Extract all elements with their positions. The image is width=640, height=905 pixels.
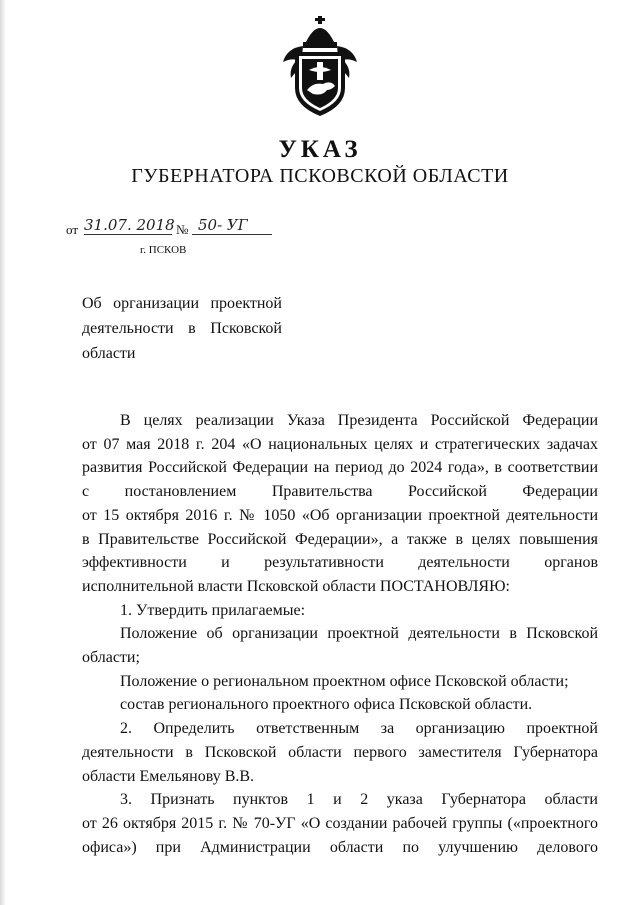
document-body: [82, 409, 598, 859]
body-line: от 26 октября 2015 г. № 70-УГ «О создании рабочей группы («проектного: [82, 814, 598, 832]
subject-line: Об организации проектной: [82, 295, 282, 312]
body-line: исполнительной власти Псковской области ПОСТАНОВЛЯЮ:: [82, 577, 510, 595]
date-underline: [84, 234, 172, 235]
body-line: в Правительстве Российской Федерации», а также в целях повышения: [82, 530, 598, 548]
body-line: с постановлением Правительства Российской Федерации: [82, 483, 598, 501]
document-subtitle: ГУБЕРНАТОРА ПСКОВСКОЙ ОБЛАСТИ: [131, 165, 509, 187]
body-line: офиса») при Администрации области по улучшению делового: [82, 838, 598, 856]
body-line: 1. Утвердить прилагаемые:: [120, 601, 306, 619]
body-line: деятельности в Псковской области первого заместителя Губернатора: [82, 743, 598, 761]
body-line: Положение об организации проектной деятельности в Псковской: [120, 625, 598, 643]
body-line: от 15 октября 2016 г. № 1050 «Об организации проектной деятельности: [82, 506, 598, 524]
body-line: Положение о региональном проектном офисе Псковской области;: [120, 672, 569, 690]
document-subject: [82, 291, 282, 366]
body-line: 3. Признать пунктов 1 и 2 указа Губернатора области: [120, 791, 598, 809]
body-line: В целях реализации Указа Президента Российской Федерации: [120, 412, 598, 429]
subject-line: деятельности в Псковской: [82, 320, 282, 337]
coat-of-arms-icon: [279, 14, 361, 120]
document-title: УКАЗ: [278, 136, 362, 163]
number-prefix: №: [176, 222, 189, 237]
body-line: состав регионального проектного офиса Псковской области.: [120, 696, 533, 714]
body-line: области Емельянову В.В.: [82, 767, 255, 785]
city-label: г. ПСКОВ: [140, 244, 187, 256]
date-prefix: от: [66, 222, 79, 237]
body-line: эффективности и результативности деятельности органов: [82, 554, 598, 572]
number-underline: [192, 234, 272, 235]
number-value: 50- УГ: [198, 216, 248, 234]
subject-line: области: [82, 345, 136, 362]
body-line: от 07 мая 2018 г. 204 «О национальных целях и стратегических задачах: [82, 435, 598, 453]
body-line: области;: [82, 649, 140, 667]
body-line: развития Российской Федерации на период до 2024 года», в соответствии: [82, 459, 598, 477]
body-line: 2. Определить ответственным за организацию проектной: [120, 720, 598, 738]
date-value: 31.07. 2018: [84, 216, 175, 234]
